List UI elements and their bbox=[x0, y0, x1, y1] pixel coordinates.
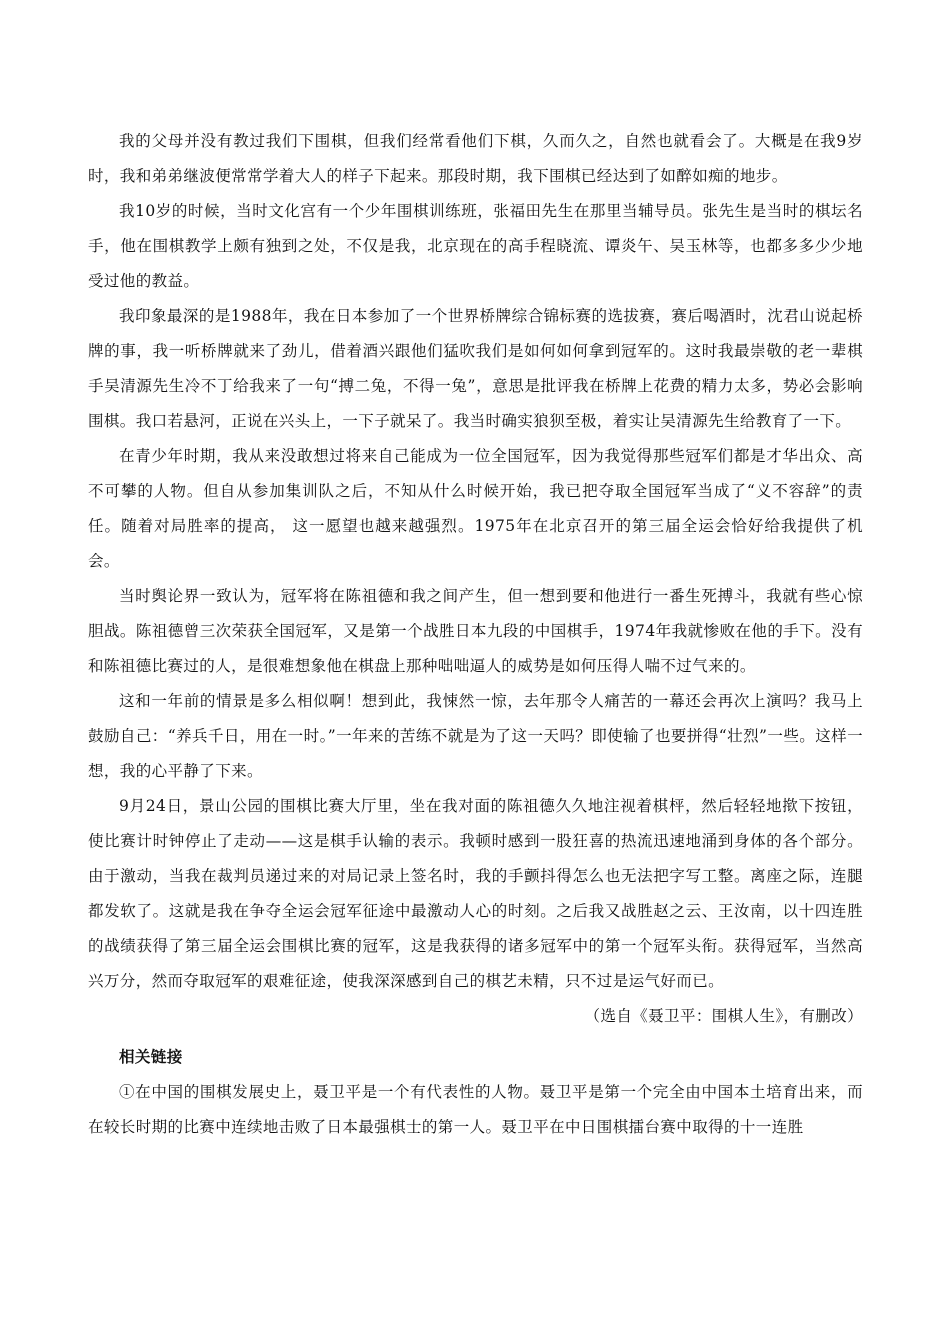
article-paragraph: 我印象最深的是1988年，我在日本参加了一个世界桥牌综合锦标赛的选拔赛，赛后喝酒时，沈君山说起桥牌的事，我一听桥牌就来了劲儿，借着酒兴跟他们猛吹我们是如何如何拿到冠军的。这时我最崇敬的老一辈棋手吴清源先生冷不丁给我来了一句“搏二兔，不得一兔”，意思是批评我在桥牌上花费的精力太多，势必会影响围棋。我口若悬河，正说在兴头上，一下子就呆了。我当时确实狼狈至极，着实让吴清源先生给教育了一下。 bbox=[88, 307, 863, 430]
document-page bbox=[88, 124, 863, 1145]
article-paragraph: 我10岁的时候，当时文化宫有一个少年围棋训练班，张福田先生在那里当辅导员。张先生是当时的棋坛名手，他在围棋教学上颇有独到之处，不仅是我，北京现在的高手程晓流、谭炎午、吴玉林等，也都多多少少地受过他的教益。 bbox=[88, 202, 863, 290]
article-paragraph: 9月24日，景山公园的围棋比赛大厅里，坐在我对面的陈祖德久久地注视着棋枰，然后轻轻地揿下按钮，使比赛计时钟停止了走动——这是棋手认输的表示。我顿时感到一股狂喜的热流迅速地涌到身体的各个部分。由于激动，当我在裁判员递过来的对局记录上签名时，我的手颤抖得怎么也无法把字写工整。离座之际，连腿都发软了。这就是我在争夺全运会冠军征途中最激动人心的时刻。之后我又战胜赵之云、王汝南，以十四连胜的战绩获得了第三届全运会围棋比赛的冠军，这是我获得的诸多冠军中的第一个冠军头衔。获得冠军，当然高兴万分，然而夺取冠军的艰难征途，使我深深感到自己的棋艺未精，只不过是运气好而已。 bbox=[88, 797, 863, 990]
related-links-heading: 相关链接 bbox=[119, 1048, 183, 1066]
article-paragraph: 这和一年前的情景是多么相似啊！想到此，我悚然一惊，去年那令人痛苦的一幕还会再次上演吗？我马上鼓励自己：“养兵千日，用在一时。”一年来的苦练不就是为了这一天吗？即使输了也要拼得“壮烈”一些。这样一想，我的心平静了下来。 bbox=[88, 692, 863, 780]
article-body bbox=[88, 124, 863, 1034]
related-links-section bbox=[88, 1040, 863, 1145]
related-paragraph: ①在中国的围棋发展史上，聂卫平是一个有代表性的人物。聂卫平是第一个完全由中国本土培育出来，而在较长时期的比赛中连续地击败了日本最强棋士的第一人。聂卫平在中日围棋擂台赛中取得的十一连胜 bbox=[88, 1083, 863, 1136]
article-paragraph: 在青少年时期，我从来没敢想过将来自己能成为一位全国冠军，因为我觉得那些冠军们都是才华出众、高不可攀的人物。但自从参加集训队之后，不知从什么时候开始，我已把夺取全国冠军当成了“义不容辞”的责任。随着对局胜率的提高， 这一愿望也越来越强烈。1975年在北京召开的第三届全运会恰好给我提供了机会。 bbox=[88, 447, 863, 570]
article-paragraph: 当时舆论界一致认为，冠军将在陈祖德和我之间产生，但一想到要和他进行一番生死搏斗，我就有些心惊胆战。陈祖德曾三次荣获全国冠军，又是第一个战胜日本九段的中国棋手，1974年我就惨败在他的手下。没有和陈祖德比赛过的人，是很难想象他在棋盘上那种咄咄逼人的威势是如何压得人喘不过气来的。 bbox=[88, 587, 863, 675]
article-paragraph: 我的父母并没有教过我们下围棋，但我们经常看他们下棋，久而久之，自然也就看会了。大概是在我9岁时，我和弟弟继波便常常学着大人的样子下起来。那段时期，我下围棋已经达到了如醉如痴的地步。 bbox=[88, 132, 863, 185]
source-citation: （选自《聂卫平：围棋人生》，有删改） bbox=[584, 1007, 863, 1025]
